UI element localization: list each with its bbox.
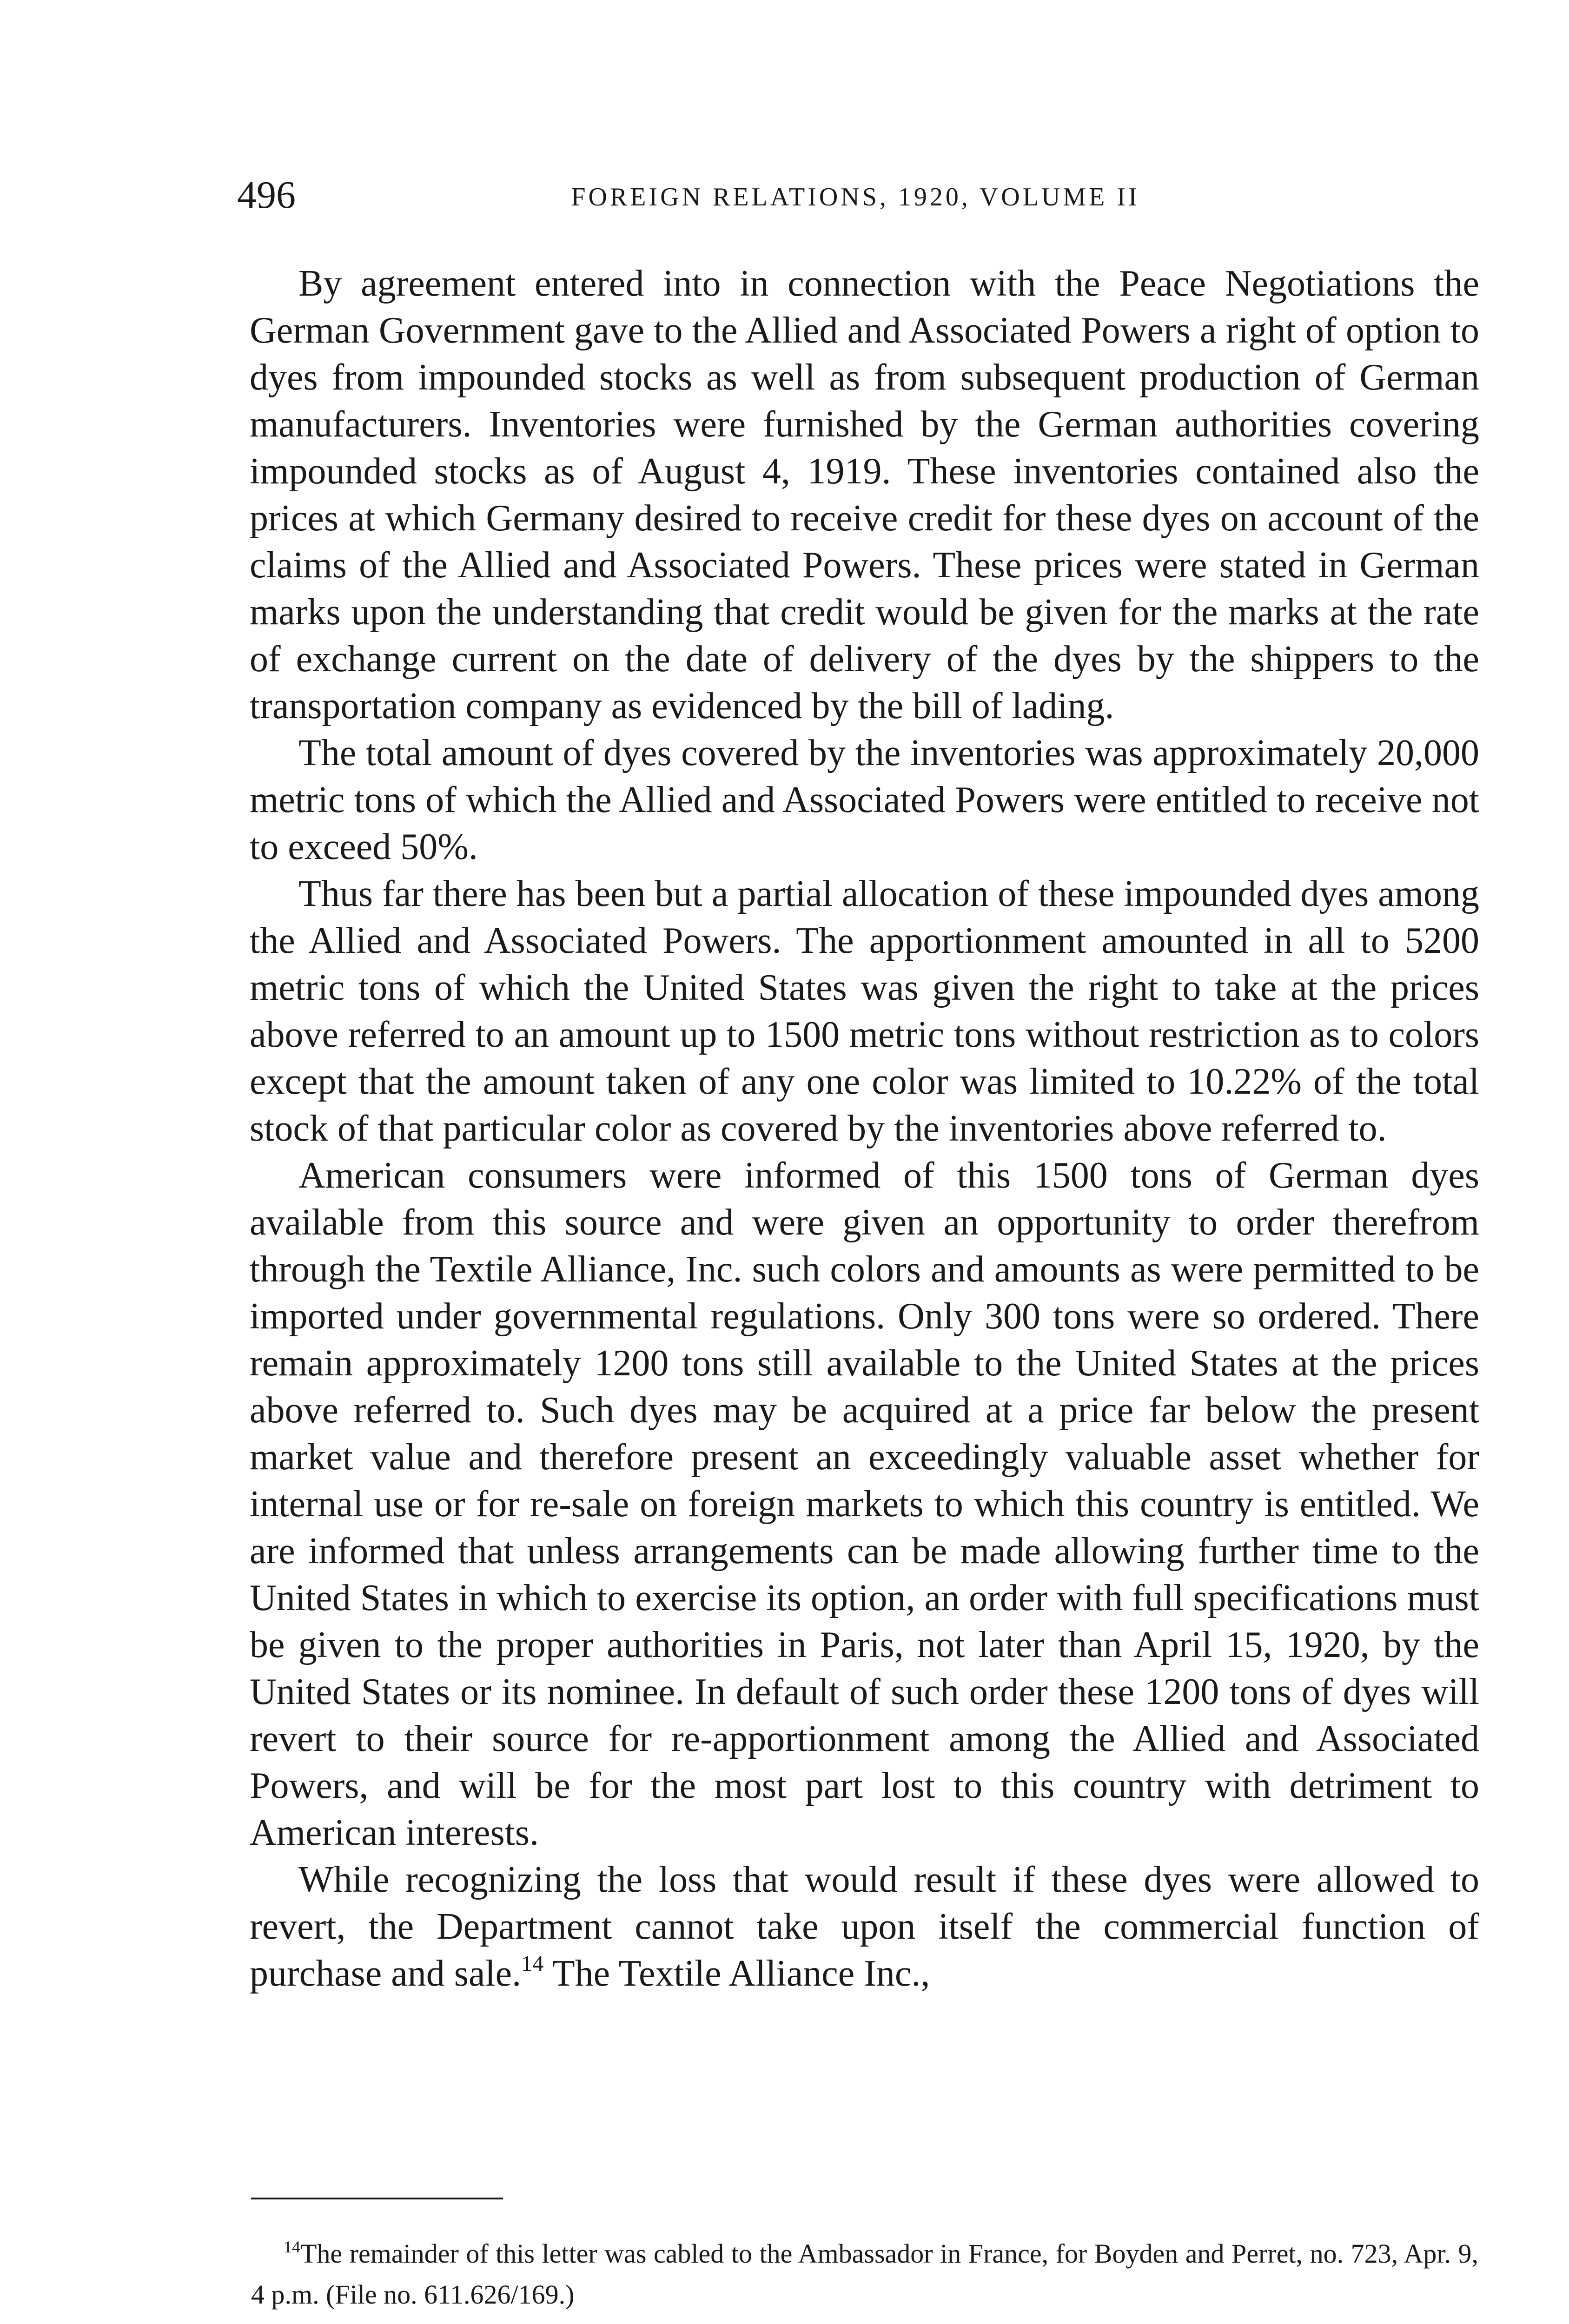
footnote-reference: 14 xyxy=(521,1951,544,1976)
paragraph: By agreement entered into in connection with the Peace Negotiations the German Government gave to the Allied and Associated Powers a right of option to dyes from impounded stocks as well as from subsequent production of German manufacturers. Inventories were furnished by the German authorities covering impounded stocks as of August 4, 1919. These inventories contained also the prices at which Germany desired to receive credit for these dyes on account of the claims of the Allied and Associated Powers. These prices were stated in German marks upon the understanding that credit would be given for the marks at the rate of exchange current on the date of delivery of the dyes by the shippers to the transportation company as evidenced by the bill of lading. xyxy=(250,263,1479,726)
paragraph: Thus far there has been but a partial allocation of these impounded dyes among the Allied and Associated Powers. The apportionment amounted in all to 5200 metric tons of which the United States was given the right to take at the prices above referred to an amount up to 1500 metric tons without restriction as to colors except that the amount taken of any one color was limited to 10.22% of the total stock of that particular color as covered by the inventories above referred to. xyxy=(250,873,1479,1149)
footnote xyxy=(251,2233,1478,2315)
footnote-divider xyxy=(251,2198,503,2199)
paragraph-last xyxy=(250,1856,1479,1997)
body-text xyxy=(250,260,1479,1997)
paragraph-text-continued: The Textile Alliance Inc., xyxy=(543,1953,930,1994)
page-header xyxy=(237,170,1474,230)
paragraph: The total amount of dyes covered by the inventories was approximately 20,000 metric tons of which the Allied and Associated Powers were entitled to receive not to exceed 50%. xyxy=(250,733,1479,867)
page-number: 496 xyxy=(237,173,296,217)
paragraph-text: While recognizing the loss that would result if these dyes were allowed to revert, the Department cannot take upon itself the commercial function of purchase and sale. xyxy=(250,1859,1479,1994)
footnote-text: The remainder of this letter was cabled to the Ambassador in France, for Boyden and Perret, no. 723, Apr. 9, 4 p.m. (File no. 611.626/169.) xyxy=(251,2238,1478,2310)
paragraph: American consumers were informed of this 1500 tons of German dyes available from this source and were given an opportunity to order therefrom through the Textile Alliance, Inc. such colors and amounts as were permitted to be imported under governmental regulations. Only 300 tons were so ordered. There remain approximately 1200 tons still available to the United States at the prices above referred to. Such dyes may be acquired at a price far below the present market value and therefore present an exceedingly valuable asset whether for internal use or for re-sale on foreign markets to which this country is entitled. We are informed that unless arrangements can be made allowing further time to the United States in which to exercise its option, an order with full specifications must be given to the proper authorities in Paris, not later than April 15, 1920, by the United States or its nominee. In default of such order these 1200 tons of dyes will revert to their source for re-apportionment among the Allied and Associated Powers, and will be for the most part lost to this country with detriment to American interests. xyxy=(250,1155,1479,1853)
footnote-marker: 14 xyxy=(284,2238,300,2256)
running-head: FOREIGN RELATIONS, 1920, VOLUME II xyxy=(571,183,1140,211)
